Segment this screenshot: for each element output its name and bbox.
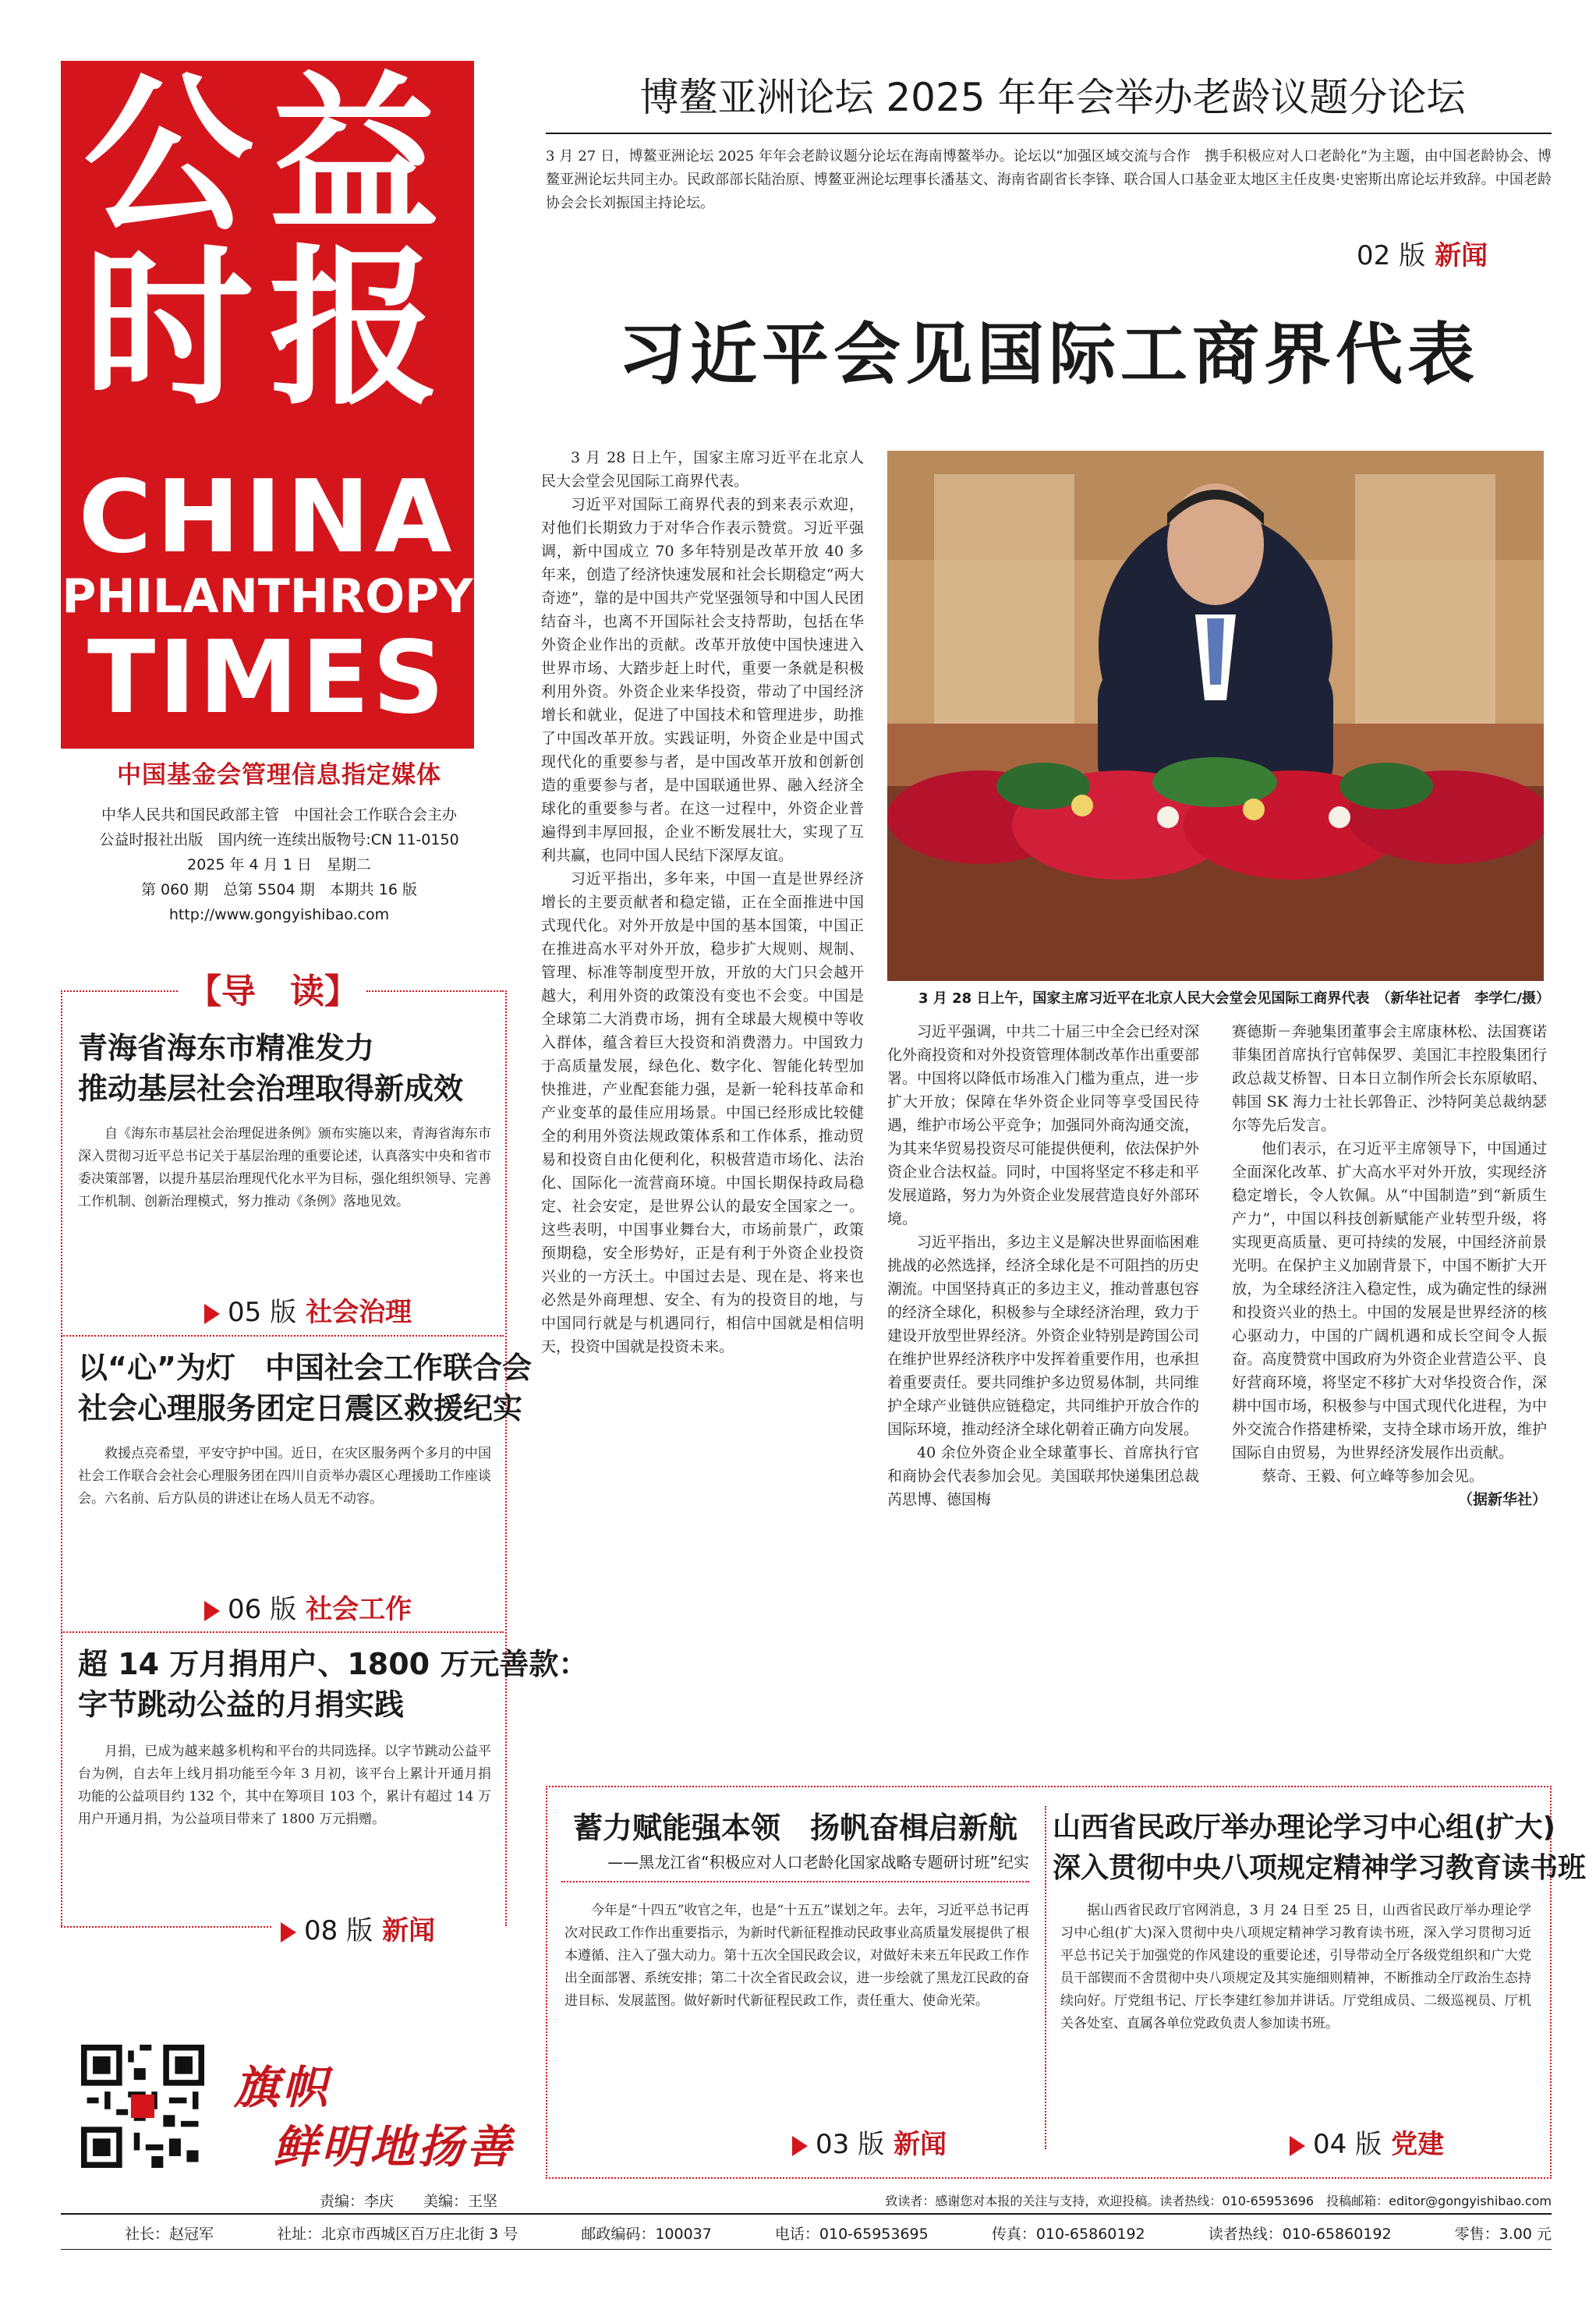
guide-item-title-line: 字节跳动公益的月捐实践 — [78, 1688, 405, 1722]
guide-label: 【导 读】 — [183, 973, 363, 1011]
bottom-right-story-body: 据山西省民政厅官网消息，3 月 24 日至 25 日，山西省民政厅举办理论学习中心组(扩大)深入贯彻中央八项规定精神学习教育读书班，深入学习贯彻习近平总书记关于加强党的作风建设的重要论述，引导带动全厅各级党组织和广大党员干部锲而不舍贯彻中央八项规定及其实施细则精神，不断推动全厅政治生态持续向好。厅党组书记、厅长李建红参加并讲话。厅党组成员、二级巡视员、厅机关各处室、直属各单位党政负责人参加读书班。 — [1060, 1903, 1531, 2031]
guide-item-2-title[interactable] — [78, 1348, 532, 1429]
triangle-icon — [281, 1922, 296, 1943]
calligraphy-line1: 旗帜 — [234, 2061, 331, 2114]
guide-item-1-body: 自《海东市基层社会治理促进条例》颁布实施以来，青海省海东市深入贯彻习近平总书记关于基层治理的重要论述，认真落实中央和省市委决策部署，以提升基层治理现代化水平为目标，强化组织领导、完善工作机制、创新治理模式，努力推动《条例》落地见效。 — [78, 1126, 491, 1209]
guide-item-2-page-ref[interactable] — [204, 1588, 412, 1626]
footer-rule-top — [61, 2213, 1552, 2215]
calligraphy-line2: 鲜明地扬善 — [273, 2120, 515, 2173]
bottom-left-story-title[interactable]: 蓄力赋能强本领 扬帆奋楫启新航 — [572, 1811, 1017, 1845]
guide-item-3-title[interactable] — [78, 1644, 589, 1725]
guide-item-title-line: 社会心理服务团定日震区救援纪实 — [78, 1391, 523, 1425]
footer-hotline: 读者热线：010-65860192 — [1208, 2226, 1392, 2243]
guide-item-1-page-ref[interactable] — [204, 1291, 412, 1329]
bottom-right-story-title[interactable] — [1053, 1808, 1587, 1889]
lead-story-paragraph: 习近平指出，多年来，中国一直是世界经济增长的主要贡献者和稳定锚，正在全面推进中国式现代化。对外开放是中国的基本国策，中国正在推进高水平对外开放，稳步扩大规则、规制、管理、标准等制度型开放，开放的大门只会越开越大，利用外资的政策没有变也不会变。中国是全球第二大消费市场，拥有全球最大规模中等收入群体，蕴含着巨大投资和消费潜力。中国致力于高质量发展，绿色化、数字化、智能化转型加快推进，产业配套能力强，是新一轮科技革命和产业变革的最佳应用场景。中国已经形成比较健全的利用外资法规政策体系和工作体系，推动贸易和投资自由化便利化，积极营造市场化、法治化、国际化一流营商环境。中国长期保持政局稳定、社会安定，是世界公认的最安全国家之一。这些表明，中国事业舞台大，市场前景广，政策预期稳，安全形势好，正是有利于外资企业投资兴业的一方沃土。中国过去是、现在是、将来也必然是外商理想、安全、有为的投资目的地，与中国同行就是与机遇同行，相信中国就是相信明天，投资中国就是投资未来。 — [541, 870, 864, 1355]
lead-story-column-3 — [1232, 1020, 1547, 1511]
lead-story-paragraph: 习近平对国际工商界代表的到来表示欢迎，对他们长期致力于对华合作表示赞赏。习近平强调，新中国成立 70 多年特别是改革开放 40 多年来，创造了经济快速发展和社会长期稳定“两大奇迹”，靠的是中国共产党坚强领导和中国人民团结奋斗，也离不开国际社会支持帮助，包括在华外资企业作出的贡献。改革开放使中国快速进入世界市场、大踏步赶上时代，重要一条就是积极利用外资。外资企业来华投资，带动了中国经济增长和就业，促进了中国技术和管理进步，助推了中国改革开放。实践证明，外资企业是中国式现代化的重要参与者，是中国改革开放和创新创造的重要参与者，是中国联通世界、融入经济全球化的重要参与者。在这一过程中，外资企业普遍得到丰厚回报，企业不断发展壮大，实现了互利共赢，也同中国人民结下深厚友谊。 — [541, 496, 864, 864]
bottom-right-page: 04 版 — [1313, 2129, 1382, 2160]
masthead-logo — [61, 61, 474, 749]
masthead-en-china: CHINA — [78, 459, 457, 576]
bottom-left-page: 03 版 — [816, 2129, 885, 2160]
triangle-icon — [204, 1304, 220, 1324]
pub-info-date: 2025 年 4 月 1 日 星期二 — [187, 856, 371, 873]
top-story-divider — [546, 133, 1552, 134]
guide-item-section: 新闻 — [382, 1915, 436, 1946]
guide-item-section: 社会治理 — [306, 1297, 412, 1328]
guide-item-3-page-ref[interactable] — [281, 1909, 435, 1947]
lead-story-column-2 — [887, 1020, 1199, 1511]
pub-info-serial: 公益时报社出版 国内统一连续出版物号:CN 11-0150 — [99, 831, 459, 848]
masthead-en-philanthropy: PHILANTHROPY — [62, 569, 473, 624]
guide-item-title-line: 以“心”为灯 中国社会工作联合会 — [78, 1351, 532, 1385]
lead-story-paragraph: 40 余位外资企业全球董事长、首席执行官和商协会代表参加会见。美国联邦快递集团总裁芮思博、德国梅 — [887, 1444, 1199, 1508]
footer-price: 零售：3.00 元 — [1454, 2226, 1552, 2243]
top-story-body: 3 月 27 日，博鳌亚洲论坛 2025 年年会老龄议题分论坛在海南博鳌举办。论坛以“加强区域交流与合作 携手积极应对人口老龄化”为主题，由中国老龄协会、博鳌亚洲论坛共同主办。民政部部长陆治原、博鳌亚洲论坛理事长潘基文、海南省副省长李锋、联合国人口基金亚太地区主任皮奥·史密斯出席论坛并致辞。中国老龄协会会长刘振国主持论坛。 — [546, 148, 1552, 211]
bottom-left-story-subtitle: ——黑龙江省“积极应对人口老龄化国家战略专题研讨班”纪实 — [607, 1853, 1029, 1872]
bottom-left-section: 新闻 — [894, 2129, 947, 2160]
footer-postcode: 邮政编码：100037 — [581, 2226, 712, 2243]
bottom-right-section: 党建 — [1391, 2129, 1445, 2160]
masthead-cn-line1: 公益 — [83, 61, 455, 255]
lead-story-photo — [887, 451, 1544, 981]
photo-illustration — [887, 451, 1544, 981]
footer-rule-bottom — [61, 2249, 1552, 2250]
masthead-cn-line2: 时报 — [83, 231, 455, 428]
bottom-right-page-ref[interactable] — [1290, 2123, 1444, 2161]
lead-story-title[interactable]: 习近平会见国际工商界代表 — [618, 316, 1479, 394]
footer-president: 社长：赵冠军 — [125, 2226, 214, 2243]
guide-item-1-title[interactable] — [78, 1028, 499, 1109]
guide-item-3-body: 月捐，已成为越来越多机构和平台的共同选择。以字节跳动公益平台为例，自去年上线月捐功能至今年 3 月初，该平台上累计开通月捐功能的公益项目约 132 个，其中在筹项目 103 个，累计有超过 14 万用户开通月捐，为公益项目带来了 1800 万元捐赠。 — [78, 1744, 491, 1827]
lead-story-paragraph: 3 月 28 日上午，国家主席习近平在北京人民大会堂会见国际工商界代表。 — [541, 449, 864, 490]
lead-story-paragraph: 他们表示，在习近平主席领导下，中国通过全面深化改革、扩大高水平对外开放，实现经济稳定增长，令人钦佩。从“中国制造”到“新质生产力”，中国以科技创新赋能产业转型升级，将实现更高质量、更可持续的发展，中国经济前景光明。在保护主义加剧背景下，中国不断扩大开放，为全球经济注入稳定性，成为确定性的绿洲和投资兴业的热土。中国的发展是世界经济的核心驱动力，中国的广阔机遇和成长空间令人振奋。高度赞赏中国政府为外资企业营造公平、良好营商环境，将坚定不移扩大对华投资合作，深耕中国市场，积极参与中国式现代化进程，为中外交流合作搭建桥梁，支持全球市场开放，维护国际自由贸易，为世界经济发展作出贡献。 — [1232, 1140, 1547, 1461]
pub-info-url[interactable]: http://www.gongyishibao.com — [168, 906, 390, 923]
triangle-icon — [204, 1601, 220, 1621]
lead-story-photo-caption: 3 月 28 日上午，国家主席习近平在北京人民大会堂会见国际工商界代表 （新华社记者 李学仁/摄） — [918, 990, 1550, 1007]
footer-bar — [61, 2222, 1552, 2246]
top-story-section: 新闻 — [1435, 240, 1488, 271]
bottom-right-title-line: 山西省民政厅举办理论学习中心组(扩大) — [1053, 1811, 1555, 1843]
bottom-left-page-ref[interactable] — [792, 2123, 947, 2161]
lead-story-paragraph: 赛德斯－奔驰集团董事会主席康林松、法国赛诺菲集团首席执行官韩保罗、美国汇丰控股集团行政总裁艾桥智、日本日立制作所会长东原敏昭、韩国 SK 海力士社长郭鲁正、沙特阿美总裁纳瑟尔等先后发言。 — [1232, 1023, 1547, 1134]
guide-item-title-line: 超 14 万月捐用户、1800 万元善款： — [78, 1647, 589, 1681]
bottom-left-story-body: 今年是“十四五”收官之年，也是“十五五”谋划之年。去年，习近平总书记再次对民政工作作出重要指示，为新时代新征程推动民政事业高质量发展提供了根本遵循、注入了强大动力。第十五次全国民政会议，对做好未来五年民政工作作出全面部署、系统安排；第二十次全省民政会议，进一步绘就了黑龙江民政的奋进目标、发展蓝图。做好新时代新征程民政工作，责任重大、使命光荣。 — [564, 1903, 1029, 2009]
masthead-en-times: TIMES — [87, 620, 448, 736]
footer-address: 社址：北京市西城区百万庄北街 3 号 — [277, 2226, 518, 2243]
qr-code-icon[interactable] — [81, 2045, 204, 2168]
guide-item-section: 社会工作 — [306, 1594, 412, 1625]
guide-item-page: 08 版 — [304, 1915, 373, 1946]
bottom-stories-divider — [1045, 1806, 1046, 2149]
footer-fax: 传真：010-65860192 — [991, 2226, 1145, 2243]
lead-story-paragraph: 习近平强调，中共二十届三中全会已经对深化外商投资和对外投资管理体制改革作出重要部署。中国将以降低市场准入门槛为重点，进一步扩大开放；保障在华外资企业同等享受国民待遇，维护市场公平竞争；加强同外商沟通交流，为其来华贸易投资尽可能提供便利，依法保护外资企业合法权益。同时，中国将坚定不移走和平发展道路，努力为外资企业发展营造良好外部环境。 — [887, 1023, 1199, 1227]
triangle-icon — [1290, 2136, 1305, 2156]
guide-top-rule-left — [61, 990, 178, 992]
pub-info-issue: 第 060 期 总第 5504 期 本期共 16 版 — [140, 881, 418, 898]
guide-top-rule-right — [366, 990, 504, 992]
guide-item-title-line: 推动基层社会治理取得新成效 — [78, 1071, 464, 1106]
guide-bottom-rule — [61, 1926, 271, 1928]
editors-credit: 责编：李庆 美编：王坚 — [320, 2193, 498, 2210]
lead-story-source: （据新华社） — [1457, 1491, 1547, 1508]
masthead-slogan: 中国基金会管理信息指定媒体 — [117, 761, 441, 789]
top-story-page: 02 版 — [1357, 240, 1426, 271]
guide-item-page: 06 版 — [228, 1594, 297, 1625]
bottom-left-subtitle-rule — [561, 1881, 1029, 1882]
reader-note: 致读者：感谢您对本报的关注与支持，欢迎投稿。读者热线：010-65953696 投稿邮箱：editor@gongyishibao.com — [885, 2194, 1552, 2208]
guide-divider — [61, 1335, 504, 1337]
lead-story-paragraph: 习近平指出，多边主义是解决世界面临困难挑战的必然选择，经济全球化是不可阻挡的历史潮流。中国坚持真正的多边主义，推动普惠包容的经济全球化，积极参与全球经济治理，致力于建设开放型世界经济。外资企业特别是跨国公司在维护世界经济秩序中发挥着重要作用，也承担着重要责任。要共同维护多边贸易体制，共同维护全球产业链供应链稳定，共同维护开放合作的国际环境，推动经济全球化朝着正确方向发展。 — [887, 1234, 1199, 1438]
footer-phone: 电话：010-65953695 — [774, 2226, 929, 2243]
guide-item-2-body: 救援点亮希望，平安守护中国。近日，在灾区服务两个多月的中国社会工作联合会社会心理服务团在四川自贡举办震区心理援助工作座谈会。六名前、后方队员的讲述让在场人员无不动容。 — [78, 1446, 491, 1507]
guide-item-page: 05 版 — [228, 1297, 297, 1328]
lead-story-column-1 — [541, 446, 864, 1358]
guide-item-title-line: 青海省海东市精准发力 — [78, 1031, 375, 1065]
lead-story-paragraph: 蔡奇、王毅、何立峰等参加会见。 — [1262, 1468, 1485, 1485]
bottom-right-title-line: 深入贯彻中央八项规定精神学习教育读书班 — [1053, 1852, 1587, 1884]
guide-divider — [61, 1631, 504, 1633]
triangle-icon — [792, 2136, 808, 2156]
top-story-title[interactable]: 博鳌亚洲论坛 2025 年年会举办老龄议题分论坛 — [639, 75, 1466, 120]
top-story-page-ref[interactable] — [1357, 234, 1488, 272]
pub-info-sponsor: 中华人民共和国民政部主管 中国社会工作联合会主办 — [101, 806, 457, 823]
